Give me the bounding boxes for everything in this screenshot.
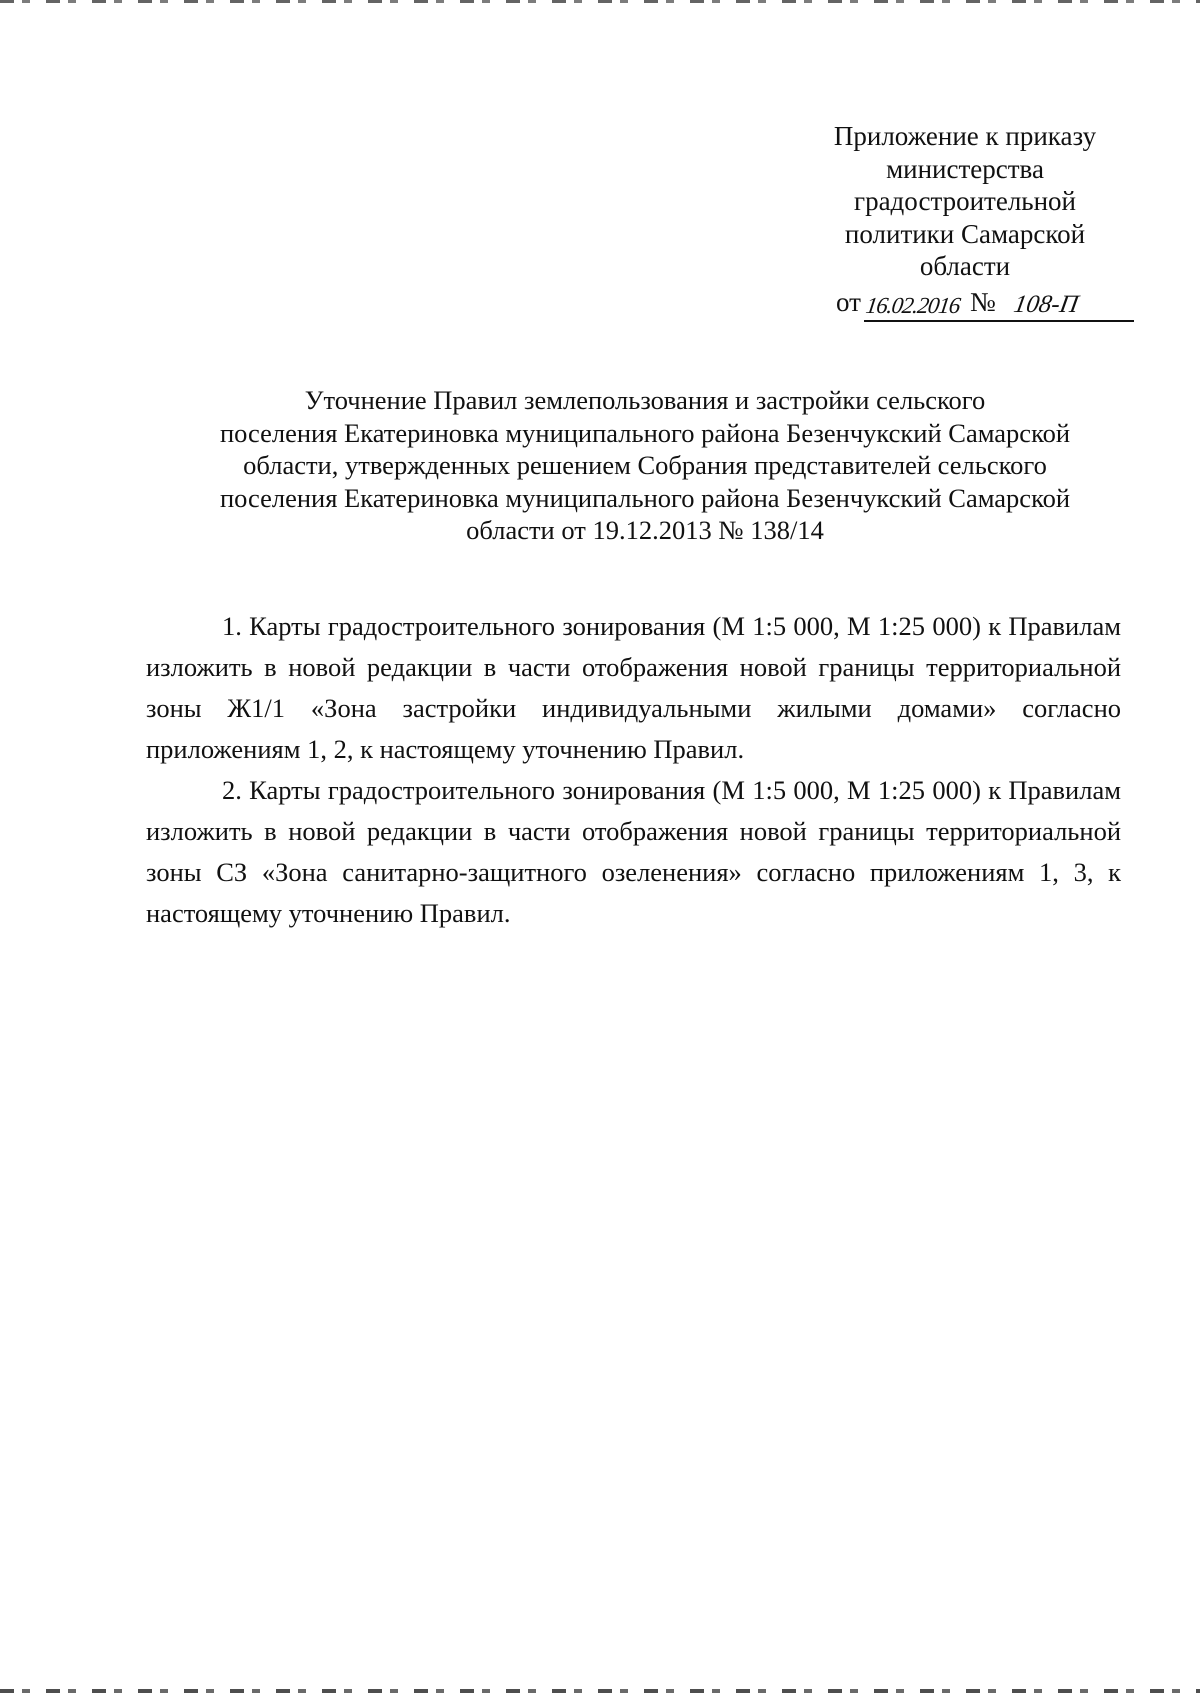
title-line: поселения Екатериновка муниципального района Безенчукский Самарской bbox=[219, 482, 1071, 513]
title-line: Уточнение Правил землепользования и застройки сельского bbox=[304, 385, 986, 415]
date-prefix: от bbox=[836, 287, 861, 317]
appendix-line: Приложение к приказу bbox=[833, 121, 1097, 151]
appendix-line: политики Самарской bbox=[844, 218, 1086, 249]
document-body bbox=[146, 606, 1121, 934]
approval-date-number bbox=[836, 287, 1136, 327]
scan-edge-top bbox=[0, 0, 1200, 3]
appendix-line: области bbox=[919, 251, 1011, 281]
document-title bbox=[180, 384, 1110, 547]
appendix-line: министерства bbox=[886, 153, 1044, 184]
title-line: области от 19.12.2013 № 138/14 bbox=[466, 515, 824, 545]
body-paragraph-1: 1. Карты градостроительного зонирования (М 1:5 000, М 1:25 000) к Правилам изложить в новой редакции в части отображения новой границы территориальной зоны Ж1/1 «Зона застройки индивидуальными жилыми домами» согласно приложениям 1, 2, к настоящему уточнению Правил. bbox=[146, 611, 1121, 764]
appendix-line: градостроительной bbox=[854, 186, 1076, 216]
title-line: области, утвержденных решением Собрания представителей сельского bbox=[243, 450, 1047, 480]
fill-in-underline bbox=[864, 320, 1134, 322]
appendix-header bbox=[800, 120, 1130, 283]
number-sign: № bbox=[970, 287, 996, 317]
body-paragraph-2: 2. Карты градостроительного зонирования (М 1:5 000, М 1:25 000) к Правилам изложить в новой редакции в части отображения новой границы территориальной зоны СЗ «Зона санитарно-защитного озеленения» согласно приложениям 1, 3, к настоящему уточнению Правил. bbox=[146, 775, 1121, 928]
title-line: поселения Екатериновка муниципального района Безенчукский Самарской bbox=[219, 417, 1071, 448]
scan-edge-bottom bbox=[0, 1689, 1200, 1693]
handwritten-number: 108-П bbox=[1011, 291, 1081, 318]
handwritten-date: 16.02.2016 bbox=[864, 293, 962, 318]
